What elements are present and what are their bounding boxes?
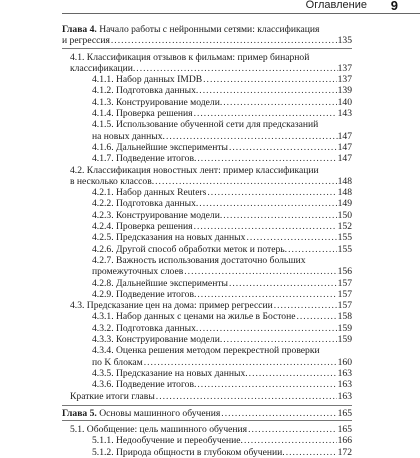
toc-leader: [244, 435, 337, 446]
toc-entry: [62, 85, 352, 96]
toc-entry: [62, 165, 352, 188]
toc-entry-page: 149: [337, 198, 352, 210]
toc-entry-page: 139: [337, 85, 352, 97]
toc-entry-title: 4.2.4. Проверка решения: [92, 221, 193, 233]
toc-entry-page: 159: [337, 334, 352, 346]
chapter-5-heading: [62, 405, 352, 421]
toc-leader: [194, 108, 337, 119]
toc-entry-title: 4.3.5. Предсказание на новых данных.: [92, 367, 248, 379]
toc-entry: [62, 153, 352, 164]
toc-leader: [223, 334, 336, 345]
toc-entry-title: 4.3.6. Подведение итогов.: [92, 379, 197, 391]
toc-entry: [62, 334, 352, 345]
toc-entry-page: 143: [337, 108, 352, 120]
toc-entry: [62, 74, 352, 85]
toc-entry: [62, 255, 352, 278]
toc-entry-page: 147: [337, 130, 352, 142]
table-of-contents: [62, 22, 352, 458]
toc-leader: [274, 300, 337, 311]
toc-entry-title-line1: 4.2.7. Важность использования достаточно больших: [92, 254, 306, 266]
toc-entry-title: 4.2.6. Другой способ обработки меток и потерь.: [92, 243, 288, 255]
page-header: [0, 0, 420, 14]
toc-entry-page: 152: [337, 221, 352, 233]
toc-entry-title-line2: по K блокам: [92, 356, 143, 368]
toc-entry-page: 165: [337, 424, 352, 436]
toc-entry: [62, 368, 352, 379]
toc-entry-title: 5.1.2. Природа общности в глубоком обучении.: [92, 446, 285, 458]
toc-entry: [62, 323, 352, 334]
toc-entry-title: 4.1.6. Дальнейшие эксперименты: [92, 141, 228, 153]
toc-leader: [286, 447, 337, 458]
toc-entry-page: 157: [337, 277, 352, 289]
toc-entry: [62, 244, 352, 255]
toc-leader: [207, 187, 336, 198]
toc-leader: [288, 244, 337, 255]
toc-entry-title: 4.2.9. Подведение итогов.: [92, 288, 197, 300]
toc-entry-page: 150: [337, 209, 352, 221]
toc-entry-title-line1: 4.2. Классификация новостных лент: пример классификации: [70, 164, 319, 176]
chapter-5-title: Основы машинного обучения: [99, 407, 221, 419]
toc-entry-title: 4.3. Предсказание цен на дома: пример регрессии: [70, 300, 273, 312]
toc-leader: [297, 311, 337, 322]
toc-entry-title: 4.2.1. Набор данных Reuters: [92, 187, 207, 199]
toc-entry: [62, 435, 352, 446]
toc-leader: [229, 278, 337, 289]
chapter-5-page: 165: [337, 407, 352, 419]
toc-entry-page: 160: [337, 356, 352, 368]
toc-leader: [199, 323, 336, 334]
toc-entry-title: 4.3.2. Подготовка данных.: [92, 322, 199, 334]
toc-leader: [156, 391, 337, 402]
toc-leader: [144, 357, 338, 368]
toc-leader: [184, 266, 337, 277]
chapter-4-label: Глава 4.: [62, 24, 97, 35]
chapter-5-label: Глава 5.: [62, 407, 97, 419]
chapter-5-entries: [62, 424, 352, 458]
toc-entry: [62, 379, 352, 390]
toc-leader: [197, 153, 336, 164]
toc-entry-page: 155: [337, 243, 352, 255]
toc-leader: [199, 198, 336, 209]
toc-leader: [155, 176, 337, 187]
chapter-4-page: 135: [337, 35, 352, 47]
toc-entry-title-line1: 4.3.4. Оценка решения методом перекрестной проверки: [92, 345, 320, 357]
toc-entry-page: 163: [337, 379, 352, 391]
toc-entry-page: 172: [337, 446, 352, 458]
toc-entry: [62, 311, 352, 322]
running-header-title: Оглавление: [305, 0, 367, 11]
toc-entry: [62, 447, 352, 458]
toc-entry-title-line2: классификации.: [70, 62, 136, 74]
toc-leader: [136, 63, 337, 74]
toc-entry: [62, 391, 352, 402]
toc-entry-title: Краткие итоги главы: [70, 390, 155, 402]
toc-leader: [246, 232, 336, 243]
toc-entry: [62, 97, 352, 108]
toc-leader: [166, 131, 338, 142]
toc-entry: [62, 300, 352, 311]
toc-entry-title-line1: 4.1.5. Использование обученной сети для предсказаний: [92, 119, 319, 131]
toc-entry-page: 155: [337, 232, 352, 244]
chapter-4-title-line1: Начало работы с нейронными сетями: классификация: [99, 24, 320, 35]
toc-entry-title: 4.1.4. Проверка решения: [92, 108, 193, 120]
toc-leader: [249, 368, 337, 379]
toc-entry-page: 137: [337, 62, 352, 74]
toc-leader: [199, 85, 336, 96]
toc-entry-page: 147: [337, 153, 352, 165]
toc-entry-page: 157: [337, 288, 352, 300]
toc-entry-page: 159: [337, 322, 352, 334]
toc-entry-title: 4.1.1. Набор данных IMDB: [92, 74, 203, 86]
toc-entry: [62, 345, 352, 368]
toc-entry-title: 4.2.5. Предсказания на новых данных: [92, 232, 246, 244]
toc-entry: [62, 119, 352, 142]
toc-leader: [194, 221, 337, 232]
toc-leader: [223, 97, 336, 108]
chapter-4-entries: [62, 52, 352, 402]
toc-leader: [223, 210, 336, 221]
toc-entry-title: 4.3.3. Конструирование модели.: [92, 334, 223, 346]
toc-entry: [62, 424, 352, 435]
toc-entry-title: 4.1.2. Подготовка данных.: [92, 85, 199, 97]
toc-entry-page: 140: [337, 96, 352, 108]
toc-leader: [203, 74, 336, 85]
toc-entry-title: 4.2.3. Конструирование модели.: [92, 209, 223, 221]
toc-entry-page: 163: [337, 367, 352, 379]
toc-entry-page: 163: [337, 390, 352, 402]
toc-entry-title: 5.1. Обобщение: цель машинного обучения: [70, 424, 248, 436]
header-rule: [62, 13, 420, 14]
toc-entry: [62, 198, 352, 209]
toc-entry-page: 137: [337, 74, 352, 86]
toc-entry-page: 157: [337, 300, 352, 312]
toc-entry-page: 158: [337, 311, 352, 323]
toc-entry-title: 4.1.7. Подведение итогов.: [92, 153, 197, 165]
toc-entry-title: 4.2.2. Подготовка данных.: [92, 198, 199, 210]
toc-entry: [62, 210, 352, 221]
toc-entry: [62, 278, 352, 289]
chapter-4-title-line2: и регрессия: [62, 35, 110, 47]
toc-entry-title: 5.1.1. Недообучение и переобучение.: [92, 435, 243, 447]
toc-leader: [248, 424, 337, 435]
toc-entry-page: 166: [337, 435, 352, 447]
toc-entry-page: 147: [337, 141, 352, 153]
toc-entry-page: 148: [337, 175, 352, 187]
toc-entry: [62, 221, 352, 232]
toc-entry: [62, 142, 352, 153]
toc-entry-title-line2: в несколько классов.: [70, 175, 155, 187]
toc-leader: [229, 142, 337, 153]
toc-entry-page: 148: [337, 187, 352, 199]
toc-entry-title-line2: промежуточных слоев: [92, 266, 184, 278]
chapter-4-heading: [62, 22, 352, 49]
toc-entry-title-line1: 4.1. Классификация отзывов к фильмам: пример бинарной: [70, 51, 310, 63]
toc-entry: [62, 52, 352, 75]
toc-entry-title: 4.3.1. Набор данных с ценами на жилье в Бостоне: [92, 311, 296, 323]
toc-leader: [197, 379, 336, 390]
toc-entry: [62, 232, 352, 243]
toc-entry-title: 4.2.8. Дальнейшие эксперименты: [92, 277, 228, 289]
toc-leader: [197, 289, 336, 300]
toc-entry-title: 4.1.3. Конструирование модели.: [92, 96, 223, 108]
toc-entry: [62, 108, 352, 119]
toc-entry-page: 156: [337, 266, 352, 278]
toc-entry-title-line2: на новых данных.: [92, 130, 165, 142]
toc-entry: [62, 187, 352, 198]
page-number: 9: [390, 0, 398, 13]
toc-entry: [62, 289, 352, 300]
